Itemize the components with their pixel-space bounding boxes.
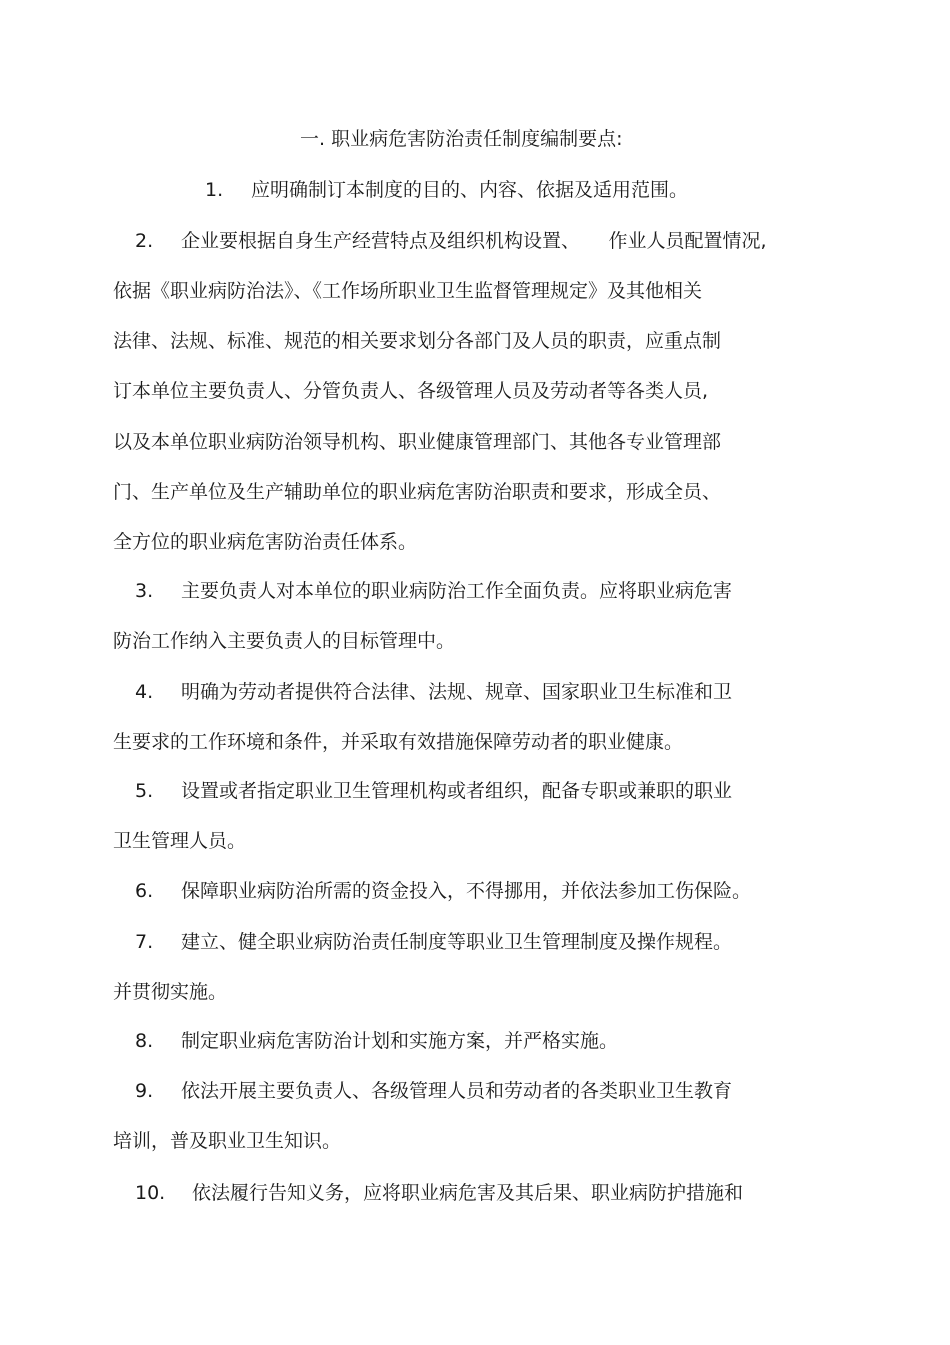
item-2-continuation: 法律、法规、标准、规范的相关要求划分各部门及人员的职责，应重点制 xyxy=(113,330,722,352)
item-2-continuation: 订本单位主要负责人、分管负责人、各级管理人员及劳动者等各类人员, xyxy=(113,380,709,402)
list-item-10 xyxy=(135,1180,743,1206)
item-number: 10. xyxy=(135,1182,166,1204)
item-3-continuation: 防治工作纳入主要负责人的目标管理中。 xyxy=(113,630,456,652)
item-4-continuation: 生要求的工作环境和条件，并采取有效措施保障劳动者的职业健康。 xyxy=(113,731,684,753)
item-number: 5. xyxy=(135,780,154,802)
item-number: 4. xyxy=(135,681,154,703)
item-number: 6. xyxy=(135,880,154,902)
list-item-6 xyxy=(135,878,751,904)
item-text: 建立、健全职业病防治责任制度等职业卫生管理制度及操作规程。 xyxy=(181,931,733,953)
list-item-5 xyxy=(135,778,732,804)
list-item-1 xyxy=(205,177,688,203)
item-2-continuation: 依据《职业病防治法》、《工作场所职业卫生监督管理规定》及其他相关 xyxy=(113,280,703,302)
item-number: 9. xyxy=(135,1080,154,1102)
item-text: 设置或者指定职业卫生管理机构或者组织，配备专职或兼职的职业 xyxy=(181,780,733,802)
item-text: 制定职业病危害防治计划和实施方案，并严格实施。 xyxy=(181,1030,619,1052)
item-5-continuation: 卫生管理人员。 xyxy=(113,830,247,852)
item-text: 依法履行告知义务，应将职业病危害及其后果、职业病防护措施和 xyxy=(192,1182,744,1204)
item-number: 1. xyxy=(205,179,224,201)
item-9-continuation: 培训，普及职业卫生知识。 xyxy=(113,1130,342,1152)
item-number: 7. xyxy=(135,931,154,953)
item-number: 2. xyxy=(135,230,154,252)
list-item-8 xyxy=(135,1028,618,1054)
list-item-3 xyxy=(135,578,732,604)
item-7-continuation: 并贯彻实施。 xyxy=(113,981,228,1003)
item-text: 保障职业病防治所需的资金投入，不得挪用，并依法参加工伤保险。 xyxy=(181,880,752,902)
item-text: 依法开展主要负责人、各级管理人员和劳动者的各类职业卫生教育 xyxy=(181,1080,733,1102)
section-heading: 一. 职业病危害防治责任制度编制要点: xyxy=(300,128,623,150)
item-number: 8. xyxy=(135,1030,154,1052)
list-item-7 xyxy=(135,929,732,955)
item-text: 应明确制订本制度的目的、内容、依据及适用范围。 xyxy=(251,179,689,201)
item-2-continuation: 以及本单位职业病防治领导机构、职业健康管理部门、其他各专业管理部 xyxy=(113,431,722,453)
list-item-2 xyxy=(135,228,767,254)
item-text: 主要负责人对本单位的职业病防治工作全面负责。应将职业病危害 xyxy=(181,580,733,602)
item-2-continuation: 全方位的职业病危害防治责任体系。 xyxy=(113,531,418,553)
item-text: 明确为劳动者提供符合法律、法规、规章、国家职业卫生标准和卫 xyxy=(181,681,733,703)
list-item-9 xyxy=(135,1078,732,1104)
item-text: 企业要根据自身生产经营特点及组织机构设置、 作业人员配置情况, xyxy=(181,230,767,252)
list-item-4 xyxy=(135,679,732,705)
item-2-continuation: 门、生产单位及生产辅助单位的职业病危害防治职责和要求，形成全员、 xyxy=(113,481,722,503)
item-number: 3. xyxy=(135,580,154,602)
